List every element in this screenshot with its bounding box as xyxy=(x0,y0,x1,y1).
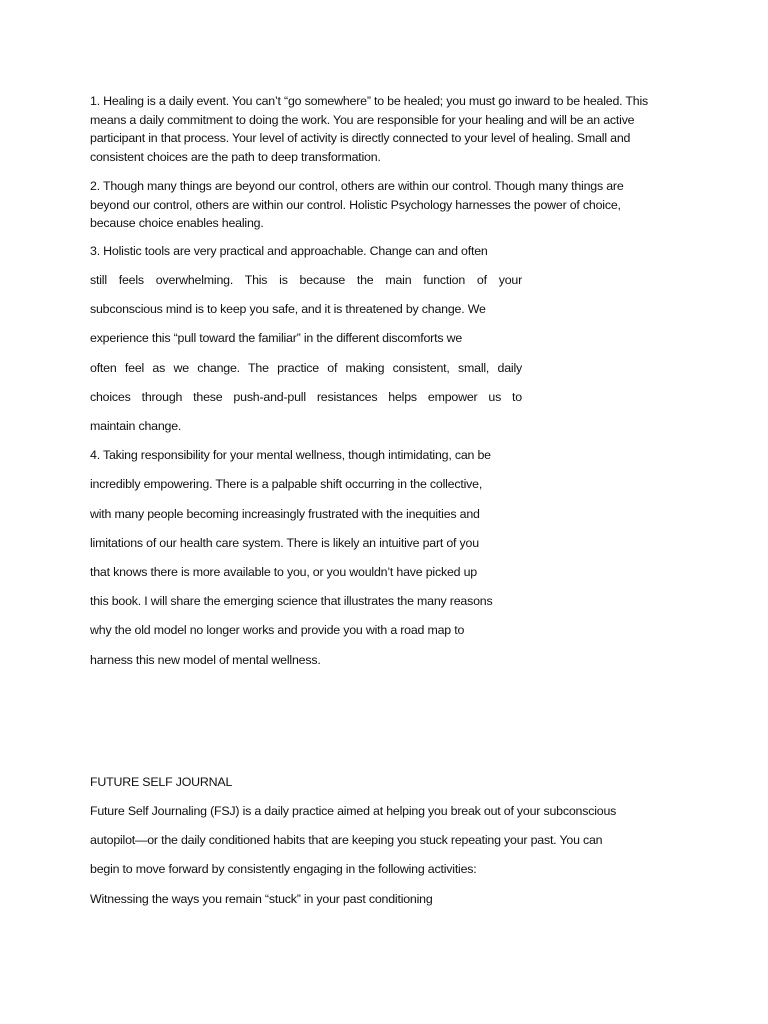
paragraph-4 xyxy=(90,446,522,680)
section-line: autopilot—or the daily conditioned habits that are keeping you stuck repeating your past. You can xyxy=(90,833,603,848)
section-line: begin to move forward by consistently engaging in the following activities: xyxy=(90,862,477,877)
paragraph-1: 1. Healing is a daily event. You can’t “go somewhere” to be healed; you must go inward to be healed. This means a daily commitment to doing the work. You are responsible for your healing and will be an active participant in that process. Your level of activity is directly connected to your level of healing. Small and consistent choices are the path to deep transformation. xyxy=(90,94,649,165)
paragraph-4-line: harness this new model of mental wellness. xyxy=(90,652,321,667)
section-line: Witnessing the ways you remain “stuck” in your past conditioning xyxy=(90,891,433,906)
paragraph-2: 2. Though many things are beyond our control, others are within our control. Though many things are beyond our control, others are within our control. Holistic Psychology harnesses the power of choice, because choice enables healing. xyxy=(90,178,624,231)
paragraph-4-line: with many people becoming increasingly frustrated with the inequities and xyxy=(90,506,480,521)
paragraph-4-line: that knows there is more available to you, or you wouldn’t have picked up xyxy=(90,564,477,579)
paragraph-4-line: this book. I will share the emerging science that illustrates the many reasons xyxy=(90,594,493,609)
paragraph-3-line: maintain change. xyxy=(90,419,182,434)
section-body xyxy=(90,802,670,919)
paragraph-4-line: 4. Taking responsibility for your mental wellness, though intimidating, can be xyxy=(90,448,491,463)
paragraph-3-line: 3. Holistic tools are very practical and approachable. Change can and often xyxy=(90,243,488,258)
paragraph-4-line: limitations of our health care system. There is likely an intuitive part of you xyxy=(90,535,479,550)
paragraph-3-line: subconscious mind is to keep you safe, and it is threatened by change. We xyxy=(90,302,486,317)
section-line: Future Self Journaling (FSJ) is a daily practice aimed at helping you break out of your subconscious xyxy=(90,803,617,818)
paragraph-4-line: incredibly empowering. There is a palpable shift occurring in the collective, xyxy=(90,477,483,492)
paragraph-4-line: why the old model no longer works and provide you with a road map to xyxy=(90,623,465,638)
paragraph-3 xyxy=(90,242,522,446)
paragraph-3-line: choices through these push-and-pull resistances helps empower us to xyxy=(90,389,522,404)
document-page xyxy=(90,92,670,919)
section-heading: FUTURE SELF JOURNAL xyxy=(90,774,233,789)
paragraph-3-line: often feel as we change. The practice of making consistent, small, daily xyxy=(90,360,522,375)
paragraph-3-line: experience this “pull toward the familiar” in the different discomforts we xyxy=(90,331,463,346)
blank-space xyxy=(90,680,670,761)
paragraph-3-line: still feels overwhelming. This is because the main function of your xyxy=(90,273,522,288)
